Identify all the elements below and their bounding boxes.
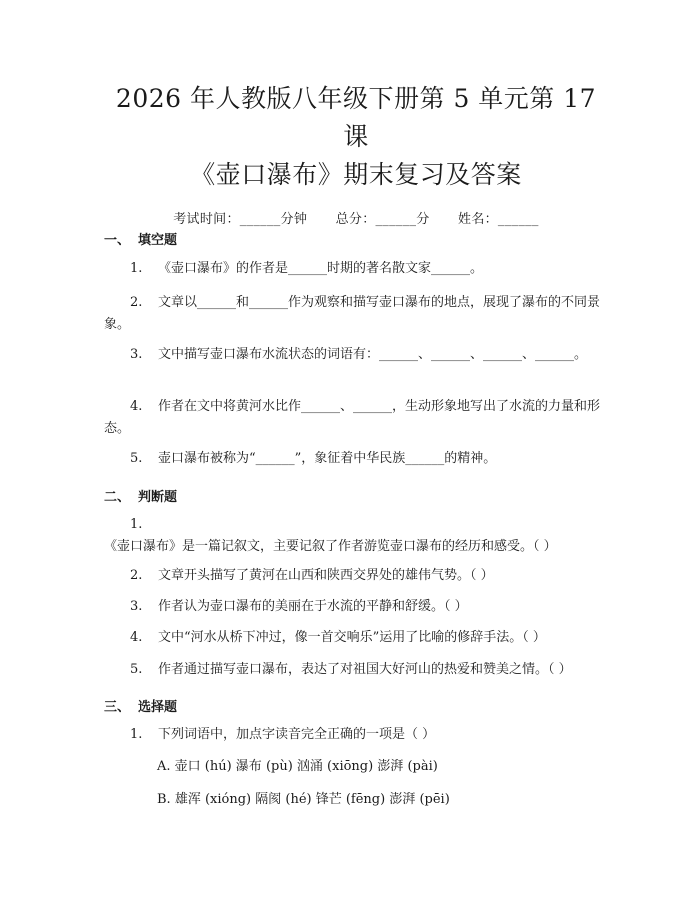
question-fill-in-2 (104, 292, 608, 336)
section-heading-multiple-choice (104, 696, 177, 715)
title-line-2: 《壶口瀑布》期末复习及答案 (190, 160, 522, 189)
question-text: 下列词语中，加点字读音完全正确的一项是（ ） (158, 727, 436, 742)
section-number: 三、 (104, 700, 131, 715)
title-line-1: 2026 年人教版八年级下册第 5 单元第 17 课 (115, 84, 597, 151)
question-text: 壶口瀑布被称为“______”，象征着中华民族______的精神。 (158, 451, 497, 466)
section-number: 二、 (104, 490, 131, 505)
question-number: 3. (130, 347, 143, 362)
question-number: 1. (130, 727, 143, 742)
exam-info (104, 208, 608, 227)
question-number: 2. (130, 568, 143, 583)
section-heading-fill-in (104, 229, 177, 248)
question-fill-in-3 (104, 344, 608, 366)
question-number: 2. (130, 295, 143, 310)
question-true-false-2 (104, 565, 608, 587)
exam-time: 考试时间：______分钟 (173, 212, 308, 227)
section-title: 选择题 (138, 700, 178, 715)
section-title: 判断题 (138, 490, 178, 505)
question-text: 文章开头描写了黄河在山西和陕西交界处的雄伟气势。（ ） (158, 568, 494, 583)
question-text: 文章以______和______作为观察和描写壶口瀑布的地点，展现了瀑布的不同景象。 (104, 295, 601, 332)
question-text: 《壶口瀑布》的作者是______时期的著名散文家______。 (158, 261, 484, 276)
section-number: 一、 (104, 233, 131, 248)
choice-option-a: A. 壶口 (hú) 瀑布 (pù) 汹涌 (xiōng) 澎湃 (pài) (157, 759, 438, 774)
question-true-false-5 (104, 659, 608, 681)
question-text: 文中“河水从桥下冲过，像一首交响乐”运用了比喻的修辞手法。（ ） (158, 630, 546, 645)
question-text: 《壶口瀑布》是一篇记叙文，主要记叙了作者游览壶口瀑布的经历和感受。（ ） (104, 539, 557, 554)
document-title (104, 0, 608, 194)
question-number: 4. (130, 399, 143, 414)
question-fill-in-4 (104, 396, 608, 440)
question-text: 作者认为壶口瀑布的美丽在于水流的平静和舒缓。（ ） (158, 599, 468, 614)
question-number: 4. (130, 630, 143, 645)
question-true-false-1 (104, 514, 608, 558)
question-number: 5. (130, 451, 143, 466)
section-heading-true-false (104, 486, 177, 505)
question-number: 1. (130, 261, 143, 276)
question-fill-in-5 (104, 448, 608, 470)
question-number: 5. (130, 662, 143, 677)
section-title: 填空题 (138, 233, 178, 248)
question-true-false-4 (104, 627, 608, 649)
question-number: 3. (130, 599, 143, 614)
question-text: 作者通过描写壶口瀑布，表达了对祖国大好河山的热爱和赞美之情。（ ） (158, 662, 572, 677)
question-text: 作者在文中将黄河水比作______、______，生动形象地写出了水流的力量和形态。 (104, 399, 601, 436)
choice-option-b: B. 雄浑 (xióng) 隔阂 (hé) 锋芒 (fēng) 澎湃 (pēi) (157, 792, 450, 807)
question-true-false-3 (104, 596, 608, 618)
question-text: 文中描写壶口瀑布水流状态的词语有：______、______、______、______。 (158, 347, 588, 362)
exam-score: 总分：______分 (335, 212, 430, 227)
question-number: 1. (130, 517, 143, 532)
question-fill-in-1 (104, 258, 608, 280)
question-choice-1 (104, 724, 608, 746)
exam-name: 姓名：______ (458, 212, 539, 227)
